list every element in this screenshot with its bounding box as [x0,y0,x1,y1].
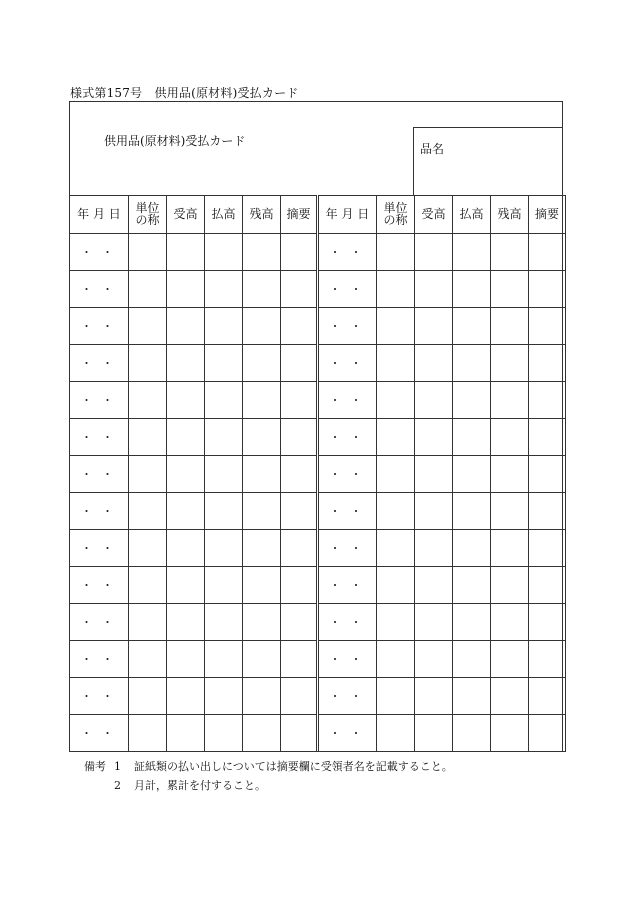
balance-cell[interactable] [491,567,529,604]
received-cell[interactable] [415,715,453,752]
date-cell[interactable]: ・・ [318,419,377,456]
paid-cell[interactable] [205,308,243,345]
unit-cell[interactable] [377,715,415,752]
memo-cell[interactable] [529,456,566,493]
remark-text: 月計，累計を付すること。 [134,779,266,792]
header-row [70,196,566,234]
unit-cell[interactable] [129,382,167,419]
date-cell[interactable]: ・・ [318,715,377,752]
form-number-title: 様式第157号 供用品(原材料)受払カード [70,86,299,100]
unit-cell[interactable] [129,641,167,678]
date-cell[interactable]: ・・ [70,530,129,567]
balance-cell[interactable] [491,493,529,530]
received-cell[interactable] [415,419,453,456]
date-cell[interactable]: ・・ [70,456,129,493]
memo-cell[interactable] [281,715,318,752]
unit-cell[interactable] [377,530,415,567]
paid-cell[interactable] [453,419,491,456]
balance-cell[interactable] [491,604,529,641]
date-cell[interactable]: ・・ [318,493,377,530]
unit-cell[interactable] [377,234,415,271]
memo-cell[interactable] [281,567,318,604]
balance-cell[interactable] [243,271,281,308]
unit-cell[interactable] [129,419,167,456]
paid-cell[interactable] [205,345,243,382]
header-balance: 残高 [491,196,529,234]
balance-cell[interactable] [243,567,281,604]
header-received: 受高 [167,196,205,234]
received-cell[interactable] [415,308,453,345]
remark-number: 2 [114,779,121,792]
unit-cell[interactable] [129,234,167,271]
received-cell[interactable] [415,382,453,419]
memo-cell[interactable] [529,382,566,419]
header-balance: 残高 [243,196,281,234]
received-cell[interactable] [167,419,205,456]
date-cell[interactable]: ・・ [70,678,129,715]
paid-cell[interactable] [205,530,243,567]
header-date: 年 月 日 [70,196,129,234]
table-row [70,456,566,493]
balance-cell[interactable] [491,234,529,271]
balance-cell[interactable] [243,604,281,641]
date-cell[interactable]: ・・ [70,493,129,530]
unit-cell[interactable] [129,715,167,752]
date-cell[interactable]: ・・ [70,715,129,752]
unit-cell[interactable] [129,678,167,715]
paid-cell[interactable] [453,308,491,345]
memo-cell[interactable] [281,234,318,271]
paid-cell[interactable] [205,419,243,456]
paid-cell[interactable] [205,382,243,419]
table-row [70,382,566,419]
balance-cell[interactable] [491,678,529,715]
table-row [70,715,566,752]
table-row [70,345,566,382]
memo-cell[interactable] [529,493,566,530]
received-cell[interactable] [415,234,453,271]
date-cell[interactable]: ・・ [318,345,377,382]
memo-cell[interactable] [529,419,566,456]
memo-cell[interactable] [281,419,318,456]
paid-cell[interactable] [453,456,491,493]
unit-cell[interactable] [129,345,167,382]
date-cell[interactable]: ・・ [70,604,129,641]
memo-cell[interactable] [529,678,566,715]
date-cell[interactable]: ・・ [318,308,377,345]
table-row [70,641,566,678]
balance-cell[interactable] [491,715,529,752]
received-cell[interactable] [167,678,205,715]
date-cell[interactable]: ・・ [70,308,129,345]
remark-text: 証紙類の払い出しについては摘要欄に受領者名を記載すること。 [134,760,453,773]
remark-line [84,757,453,776]
header-unit [129,196,167,234]
unit-cell[interactable] [377,308,415,345]
header-unit [377,196,415,234]
balance-cell[interactable] [243,456,281,493]
remark-line [84,776,453,795]
balance-cell[interactable] [491,271,529,308]
balance-cell[interactable] [491,345,529,382]
balance-cell[interactable] [243,530,281,567]
memo-cell[interactable] [281,456,318,493]
paid-cell[interactable] [453,604,491,641]
unit-cell[interactable] [377,271,415,308]
unit-cell[interactable] [377,382,415,419]
date-cell[interactable]: ・・ [70,641,129,678]
memo-cell[interactable] [281,308,318,345]
received-cell[interactable] [167,345,205,382]
date-cell[interactable]: ・・ [318,234,377,271]
received-cell[interactable] [167,234,205,271]
memo-cell[interactable] [529,308,566,345]
unit-cell[interactable] [129,308,167,345]
paid-cell[interactable] [453,271,491,308]
unit-cell[interactable] [377,678,415,715]
memo-cell[interactable] [529,345,566,382]
received-cell[interactable] [167,271,205,308]
table-row [70,271,566,308]
header-paid: 払高 [453,196,491,234]
unit-cell[interactable] [377,641,415,678]
memo-cell[interactable] [281,345,318,382]
date-cell[interactable]: ・・ [70,345,129,382]
paid-cell[interactable] [453,345,491,382]
header-received: 受高 [415,196,453,234]
table-row [70,567,566,604]
received-cell[interactable] [167,567,205,604]
remarks-label: 備考 [84,760,106,773]
balance-cell[interactable] [491,308,529,345]
unit-cell[interactable] [377,493,415,530]
memo-cell[interactable] [281,641,318,678]
header-unit-line2: の称 [383,213,408,227]
date-cell[interactable]: ・・ [70,271,129,308]
balance-cell[interactable] [243,678,281,715]
received-cell[interactable] [167,493,205,530]
memo-cell[interactable] [529,641,566,678]
balance-cell[interactable] [243,345,281,382]
header-date: 年 月 日 [318,196,377,234]
date-cell[interactable]: ・・ [70,234,129,271]
table-row [70,604,566,641]
date-cell[interactable]: ・・ [70,419,129,456]
paid-cell[interactable] [205,493,243,530]
balance-cell[interactable] [243,382,281,419]
table-row [70,530,566,567]
received-cell[interactable] [415,604,453,641]
received-cell[interactable] [167,530,205,567]
date-cell[interactable]: ・・ [318,382,377,419]
received-cell[interactable] [415,567,453,604]
balance-cell[interactable] [243,715,281,752]
received-cell[interactable] [167,715,205,752]
received-cell[interactable] [415,271,453,308]
received-cell[interactable] [415,493,453,530]
remark-number: 1 [114,760,121,773]
memo-cell[interactable] [529,567,566,604]
unit-cell[interactable] [129,493,167,530]
header-memo: 摘要 [281,196,318,234]
memo-cell[interactable] [529,530,566,567]
memo-cell[interactable] [281,530,318,567]
date-cell[interactable]: ・・ [318,567,377,604]
table-row [70,678,566,715]
balance-cell[interactable] [243,234,281,271]
paid-cell[interactable] [205,234,243,271]
date-cell[interactable]: ・・ [70,567,129,604]
paid-cell[interactable] [205,715,243,752]
received-cell[interactable] [167,641,205,678]
table-row [70,234,566,271]
unit-cell[interactable] [129,530,167,567]
header-paid: 払高 [205,196,243,234]
date-cell[interactable]: ・・ [318,271,377,308]
paid-cell[interactable] [205,678,243,715]
paid-cell[interactable] [453,530,491,567]
balance-cell[interactable] [243,419,281,456]
paid-cell[interactable] [453,678,491,715]
item-name-label: 品名 [420,142,445,156]
received-cell[interactable] [415,641,453,678]
item-name-box[interactable] [413,127,563,196]
unit-cell[interactable] [377,567,415,604]
paid-cell[interactable] [453,715,491,752]
received-cell[interactable] [415,345,453,382]
table-row [70,493,566,530]
balance-cell[interactable] [491,382,529,419]
memo-cell[interactable] [529,271,566,308]
received-cell[interactable] [415,530,453,567]
header-memo: 摘要 [529,196,566,234]
header-unit-line1: 単位 [135,201,160,215]
unit-cell[interactable] [377,604,415,641]
unit-cell[interactable] [377,456,415,493]
received-cell[interactable] [167,456,205,493]
unit-cell[interactable] [129,456,167,493]
table-row [70,308,566,345]
header-unit-line2: の称 [135,213,160,227]
paid-cell[interactable] [453,493,491,530]
paid-cell[interactable] [205,641,243,678]
memo-cell[interactable] [281,271,318,308]
paid-cell[interactable] [205,456,243,493]
date-cell[interactable]: ・・ [318,641,377,678]
date-cell[interactable]: ・・ [318,530,377,567]
memo-cell[interactable] [281,382,318,419]
memo-cell[interactable] [529,234,566,271]
date-cell[interactable]: ・・ [70,382,129,419]
received-cell[interactable] [167,382,205,419]
memo-cell[interactable] [529,715,566,752]
received-cell[interactable] [415,678,453,715]
paid-cell[interactable] [453,234,491,271]
card-title: 供用品(原材料)受払カード [104,134,246,148]
paid-cell[interactable] [453,567,491,604]
table-row [70,419,566,456]
ledger-table [69,195,566,752]
paid-cell[interactable] [205,604,243,641]
received-cell[interactable] [167,308,205,345]
date-cell[interactable]: ・・ [318,456,377,493]
memo-cell[interactable] [281,604,318,641]
balance-cell[interactable] [243,493,281,530]
received-cell[interactable] [415,456,453,493]
memo-cell[interactable] [281,493,318,530]
balance-cell[interactable] [243,308,281,345]
unit-cell[interactable] [377,345,415,382]
date-cell[interactable]: ・・ [318,604,377,641]
paid-cell[interactable] [453,641,491,678]
unit-cell[interactable] [129,567,167,604]
memo-cell[interactable] [529,604,566,641]
paid-cell[interactable] [205,271,243,308]
memo-cell[interactable] [281,678,318,715]
remarks [84,757,453,795]
balance-cell[interactable] [491,641,529,678]
unit-cell[interactable] [377,419,415,456]
header-unit-line1: 単位 [383,201,408,215]
unit-cell[interactable] [129,604,167,641]
received-cell[interactable] [167,604,205,641]
date-cell[interactable]: ・・ [318,678,377,715]
balance-cell[interactable] [491,530,529,567]
balance-cell[interactable] [243,641,281,678]
balance-cell[interactable] [491,456,529,493]
paid-cell[interactable] [453,382,491,419]
paid-cell[interactable] [205,567,243,604]
unit-cell[interactable] [129,271,167,308]
balance-cell[interactable] [491,419,529,456]
